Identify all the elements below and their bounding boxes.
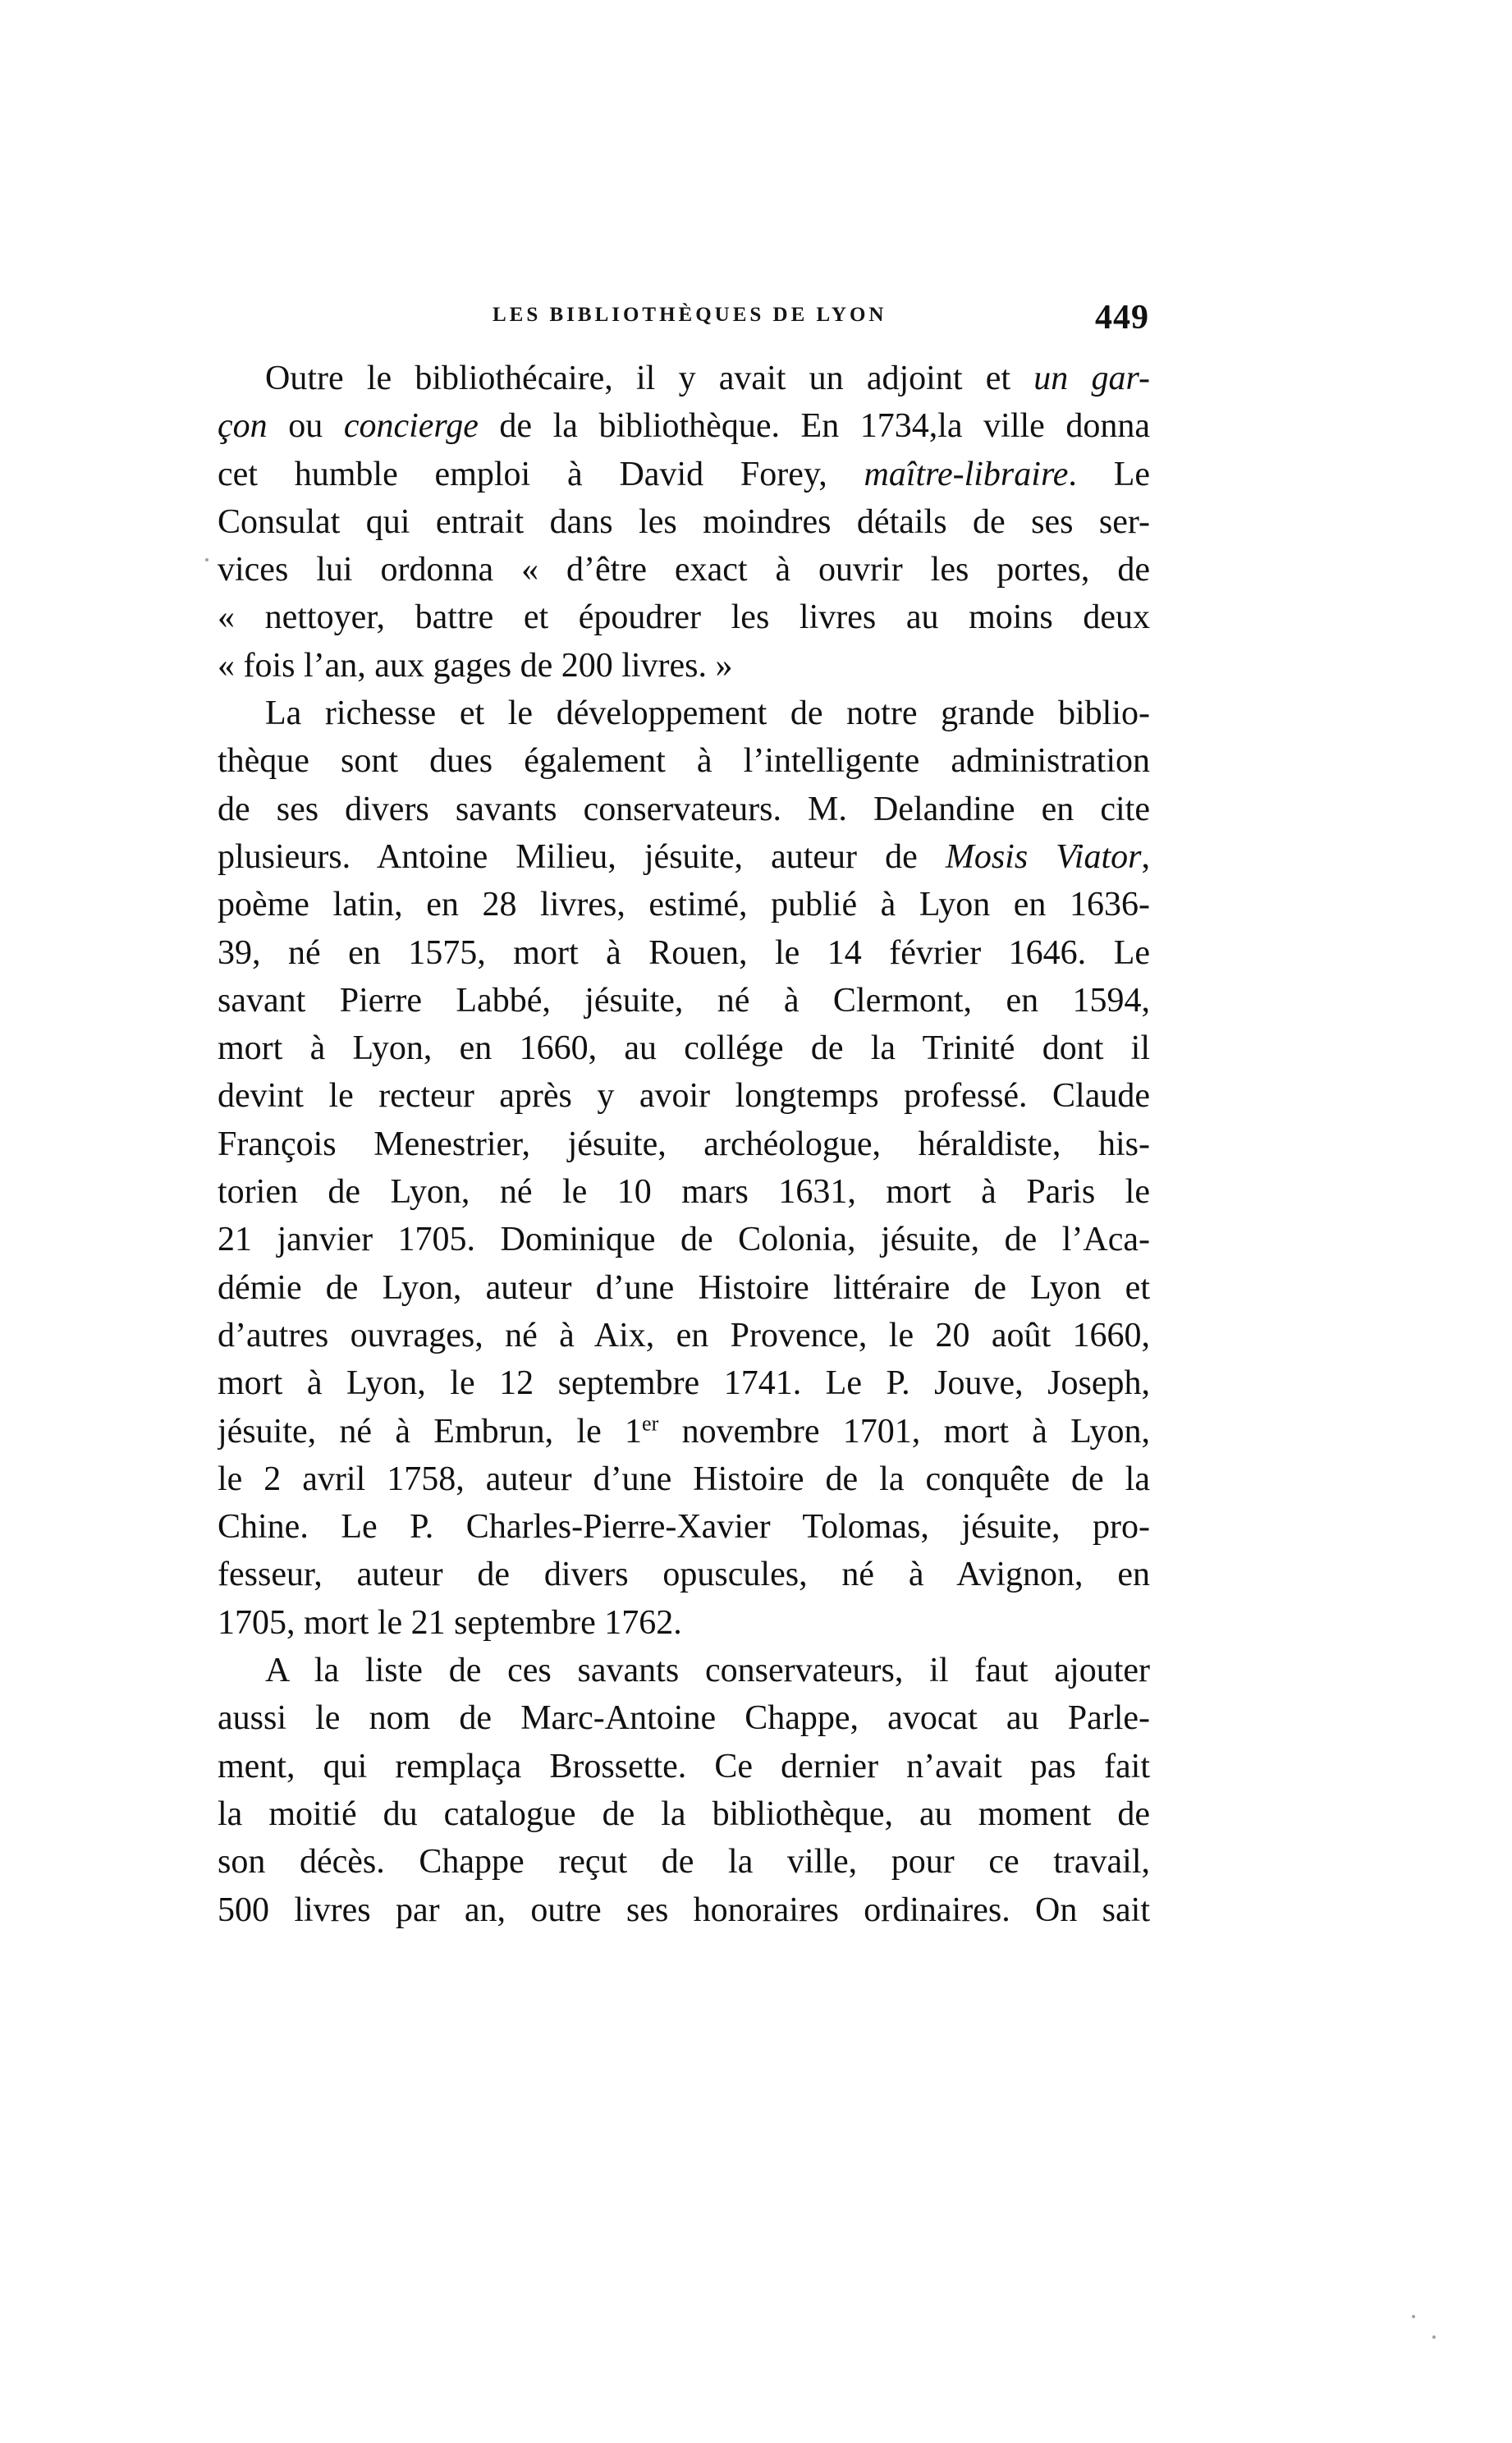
paragraph-1 [218,355,1150,690]
text-line: La richesse et le développement de notre grande biblio- [265,694,1150,733]
text-run: plusieurs. Antoine Milieu, jésuite, auteur de [218,837,946,876]
page-number: 449 [1095,299,1149,337]
text-line: vices lui ordonna « d’être exact à ouvrir les portes, de [218,551,1150,589]
text-line [218,1408,1150,1455]
paragraph-3 [218,1647,1150,1934]
text-line: démie de Lyon, auteur d’une Histoire littéraire de Lyon et [218,1268,1150,1307]
text-line [218,402,1150,450]
text-line: 21 janvier 1705. Dominique de Colonia, jésuite, de l’Aca- [218,1221,1150,1259]
italic-run: Mosis Viator [945,837,1142,876]
text-run: jésuite, né à Embrun, le 1 [218,1412,643,1451]
text-line: Chine. Le P. Charles-Pierre-Xavier Tolomas, jésuite, pro- [218,1508,1150,1547]
text-line: Consulat qui entrait dans les moindres détails de ses ser- [218,502,1150,541]
text-line: la moitié du catalogue de la bibliothèque, au moment de [218,1794,1150,1833]
paper-speck [1412,2315,1415,2318]
text-line: fesseur, auteur de divers opuscules, né à Avignon, en [218,1556,1150,1594]
text-line: « nettoyer, battre et époudrer les livres au moins deux [218,598,1150,637]
italic-run: concierge [343,407,479,446]
superscript: er [642,1411,659,1436]
text-run: ou [267,407,344,446]
text-line: devint le recteur après y avoir longtemps professé. Claude [218,1077,1150,1116]
text-line: d’autres ouvrages, né à Aix, en Provence, le 20 août 1660, [218,1316,1150,1354]
text-line: A la liste de ces savants conservateurs, il faut ajouter [265,1652,1150,1690]
text-run: cet humble emploi à David Forey, [218,455,864,493]
text-line: savant Pierre Labbé, jésuite, né à Clermont, en 1594, [218,981,1150,1020]
running-head: LES BIBLIOTHÈQUES DE LYON [493,304,887,326]
text-line: 39, né en 1575, mort à Rouen, le 14 février 1646. Le [218,933,1150,972]
text-line: torien de Lyon, né le 10 mars 1631, mort à Paris le [218,1173,1150,1212]
text-line: 1705, mort le 21 septembre 1762. [218,1603,682,1642]
text-run: Outre le bibliothécaire, il y avait un adjoint et [265,360,1034,397]
text-line: son décès. Chappe reçut de la ville, pour ce travail, [218,1843,1150,1882]
italic-run: maître-libraire [864,455,1069,493]
body-text [218,355,1150,1934]
text-run: novembre 1701, mort à Lyon, [658,1412,1150,1451]
text-run: de la bibliothèque. En 1734,la ville donna [478,407,1150,446]
text-line: François Menestrier, jésuite, archéologue, héraldiste, his- [218,1125,1150,1163]
text-line: 500 livres par an, outre ses honoraires ordinaires. On sait [218,1891,1150,1929]
page-header [213,299,1149,345]
text-line: mort à Lyon, en 1660, au collége de la Trinité dont il [218,1029,1150,1068]
text-line: thèque sont dues également à l’intelligente administration [218,742,1150,781]
text-line [218,355,1150,402]
text-line: « fois l’an, aux gages de 200 livres. » [218,646,733,685]
text-line: de ses divers savants conservateurs. M. Delandine en cite [218,790,1150,828]
paper-speck [1432,2335,1436,2339]
text-line: ment, qui remplaça Brossette. Ce dernier n’avait pas fait [218,1747,1150,1785]
text-run: , [1141,837,1150,876]
text-run: . Le [1068,455,1150,493]
text-line: aussi le nom de Marc-Antoine Chappe, avocat au Parle- [218,1699,1150,1738]
text-line [218,451,1150,498]
text-line [218,833,1150,881]
italic-run: un gar- [1033,360,1150,397]
text-line: poème latin, en 28 livres, estimé, publié à Lyon en 1636- [218,886,1150,924]
paper-speck [205,558,208,561]
italic-run: çon [218,407,268,446]
text-line: le 2 avril 1758, auteur d’une Histoire de la conquête de la [218,1460,1150,1498]
text-line: mort à Lyon, le 12 septembre 1741. Le P. Jouve, Joseph, [218,1364,1150,1403]
paragraph-2 [218,690,1150,1647]
